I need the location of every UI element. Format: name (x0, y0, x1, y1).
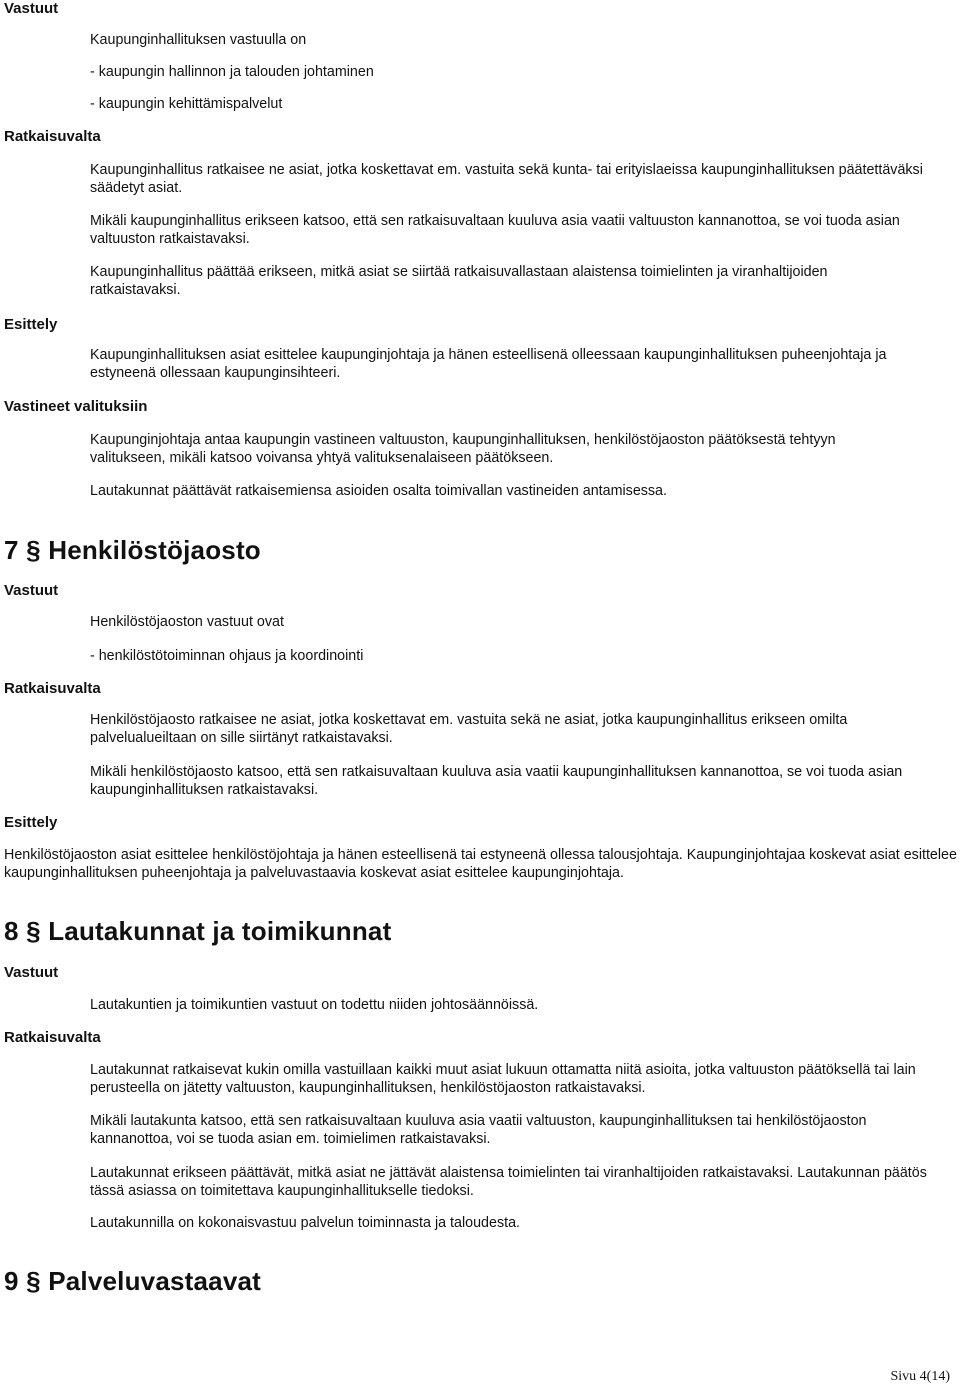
decision-paragraph: Mikäli kaupunginhallitus erikseen katsoo, että sen ratkaisuvaltaan kuuluva asia vaatii valtuuston kannanottoa, se voi tuoda asian valtuuston ratkaistavaksi. (90, 213, 900, 247)
decision-paragraph: Lautakunnat ratkaisevat kukin omilla vastuillaan kaikki muut asiat lukuun ottamatta niitä asioita, jotka valtuuston päätöksellä tai lain perusteella on jätetty valtuuston, kaupunginhallituksen, henkilöstöjaoston ratkaistavaksi. (90, 1062, 916, 1096)
label-vastineet-valituksiin: Vastineet valituksiin (4, 398, 148, 415)
presentation-paragraph: Kaupunginhallituksen asiat esittelee kaupunginjohtaja ja hänen esteellisenä olleessaan kaupunginhallituksen puheenjohtaja ja estyneenä ollessaan kaupunginsihteeri. (90, 347, 887, 381)
label-esittely: Esittely (4, 814, 58, 831)
label-ratkaisuvalta: Ratkaisuvalta (4, 1029, 101, 1046)
presentation-paragraph: Henkilöstöjaoston asiat esittelee henkilöstöjohtaja ja hänen esteellisenä tai estyneenä ollessa talousjohtaja. Kaupunginjohtajaa koskevat asiat esittelee kaupunginhallituksen puheenjohtaja ja palveluvastaavia koskevat asiat esittelee kaupunginjohtaja. (4, 847, 957, 881)
decision-paragraph: Henkilöstöjaosto ratkaisee ne asiat, jotka koskettavat em. vastuita sekä ne asiat, jotka kaupunginhallitus erikseen omilta palvelualueiltaan on sille siirtänyt ratkaistavaksi. (90, 712, 848, 746)
decision-paragraph: Lautakunnat erikseen päättävät, mitkä asiat ne jättävät alaistensa toimielinten tai viranhaltijoiden ratkaistavaksi. Lautakunnan päätös tässä asiassa on toimitettava kaupunginhallitukselle tiedoksi. (90, 1165, 927, 1199)
label-ratkaisuvalta: Ratkaisuvalta (4, 680, 101, 697)
responsibility-item: - henkilöstötoiminnan ohjaus ja koordinointi (90, 648, 364, 664)
decision-paragraph: Mikäli lautakunta katsoo, että sen ratkaisuvaltaan kuuluva asia vaatii valtuuston, kaupunginhallituksen tai henkilöstöjaoston kannanottoa, voi se tuoda asian em. toimielimen ratkaistavaksi. (90, 1113, 867, 1147)
label-esittely: Esittely (4, 316, 58, 333)
decision-paragraph: Lautakunnilla on kokonaisvastuu palvelun toiminnasta ja taloudesta. (90, 1215, 520, 1231)
label-ratkaisuvalta: Ratkaisuvalta (4, 128, 101, 145)
responsibility-item: - kaupungin kehittämispalvelut (90, 96, 283, 112)
section-heading (4, 916, 391, 947)
label-vastuut: Vastuut (4, 582, 59, 599)
section-title: Henkilöstöjaosto (48, 535, 261, 565)
section-heading (4, 535, 261, 566)
section-number: 8 (4, 916, 19, 946)
decision-paragraph: Kaupunginhallitus päättää erikseen, mitkä asiat se siirtää ratkaisuvallastaan alaistensa toimielinten ja viranhaltijoiden ratkaistavaksi. (90, 264, 828, 298)
label-vastuut: Vastuut (4, 0, 59, 17)
label-vastuut: Vastuut (4, 964, 59, 981)
section-sign: § (26, 535, 41, 565)
section-title: Lautakunnat ja toimikunnat (48, 916, 392, 946)
appeal-response-paragraph: Kaupunginjohtaja antaa kaupungin vastineen valtuuston, kaupunginhallituksen, henkilöstöjaoston päätöksestä tehtyyn valitukseen, mikäli katsoo voivansa yhtyä valituksenalaiseen päätökseen. (90, 432, 836, 466)
section-title: Palveluvastaavat (48, 1266, 262, 1296)
responsibility-intro: Henkilöstöjaoston vastuut ovat (90, 614, 284, 630)
section-number: 9 (4, 1266, 19, 1296)
page-number: Sivu 4(14) (890, 1369, 950, 1384)
responsibility-item: - kaupungin hallinnon ja talouden johtaminen (90, 64, 374, 80)
section-sign: § (26, 1266, 41, 1296)
section-number: 7 (4, 535, 19, 565)
appeal-response-paragraph: Lautakunnat päättävät ratkaisemiensa asioiden osalta toimivallan vastineiden antamisessa. (90, 483, 667, 499)
section-heading (4, 1266, 261, 1297)
responsibility-intro: Kaupunginhallituksen vastuulla on (90, 32, 307, 48)
section-sign: § (26, 916, 41, 946)
responsibility-intro: Lautakuntien ja toimikuntien vastuut on todettu niiden johtosäännöissä. (90, 997, 539, 1013)
decision-paragraph: Mikäli henkilöstöjaosto katsoo, että sen ratkaisuvaltaan kuuluva asia vaatii kaupunginhallituksen kannanottoa, se voi tuoda asian kaupunginhallituksen ratkaistavaksi. (90, 764, 903, 798)
decision-paragraph: Kaupunginhallitus ratkaisee ne asiat, jotka koskettavat em. vastuita sekä kunta- tai erityislaeissa kaupunginhallituksen päätettäväksi säädetyt asiat. (90, 162, 923, 196)
